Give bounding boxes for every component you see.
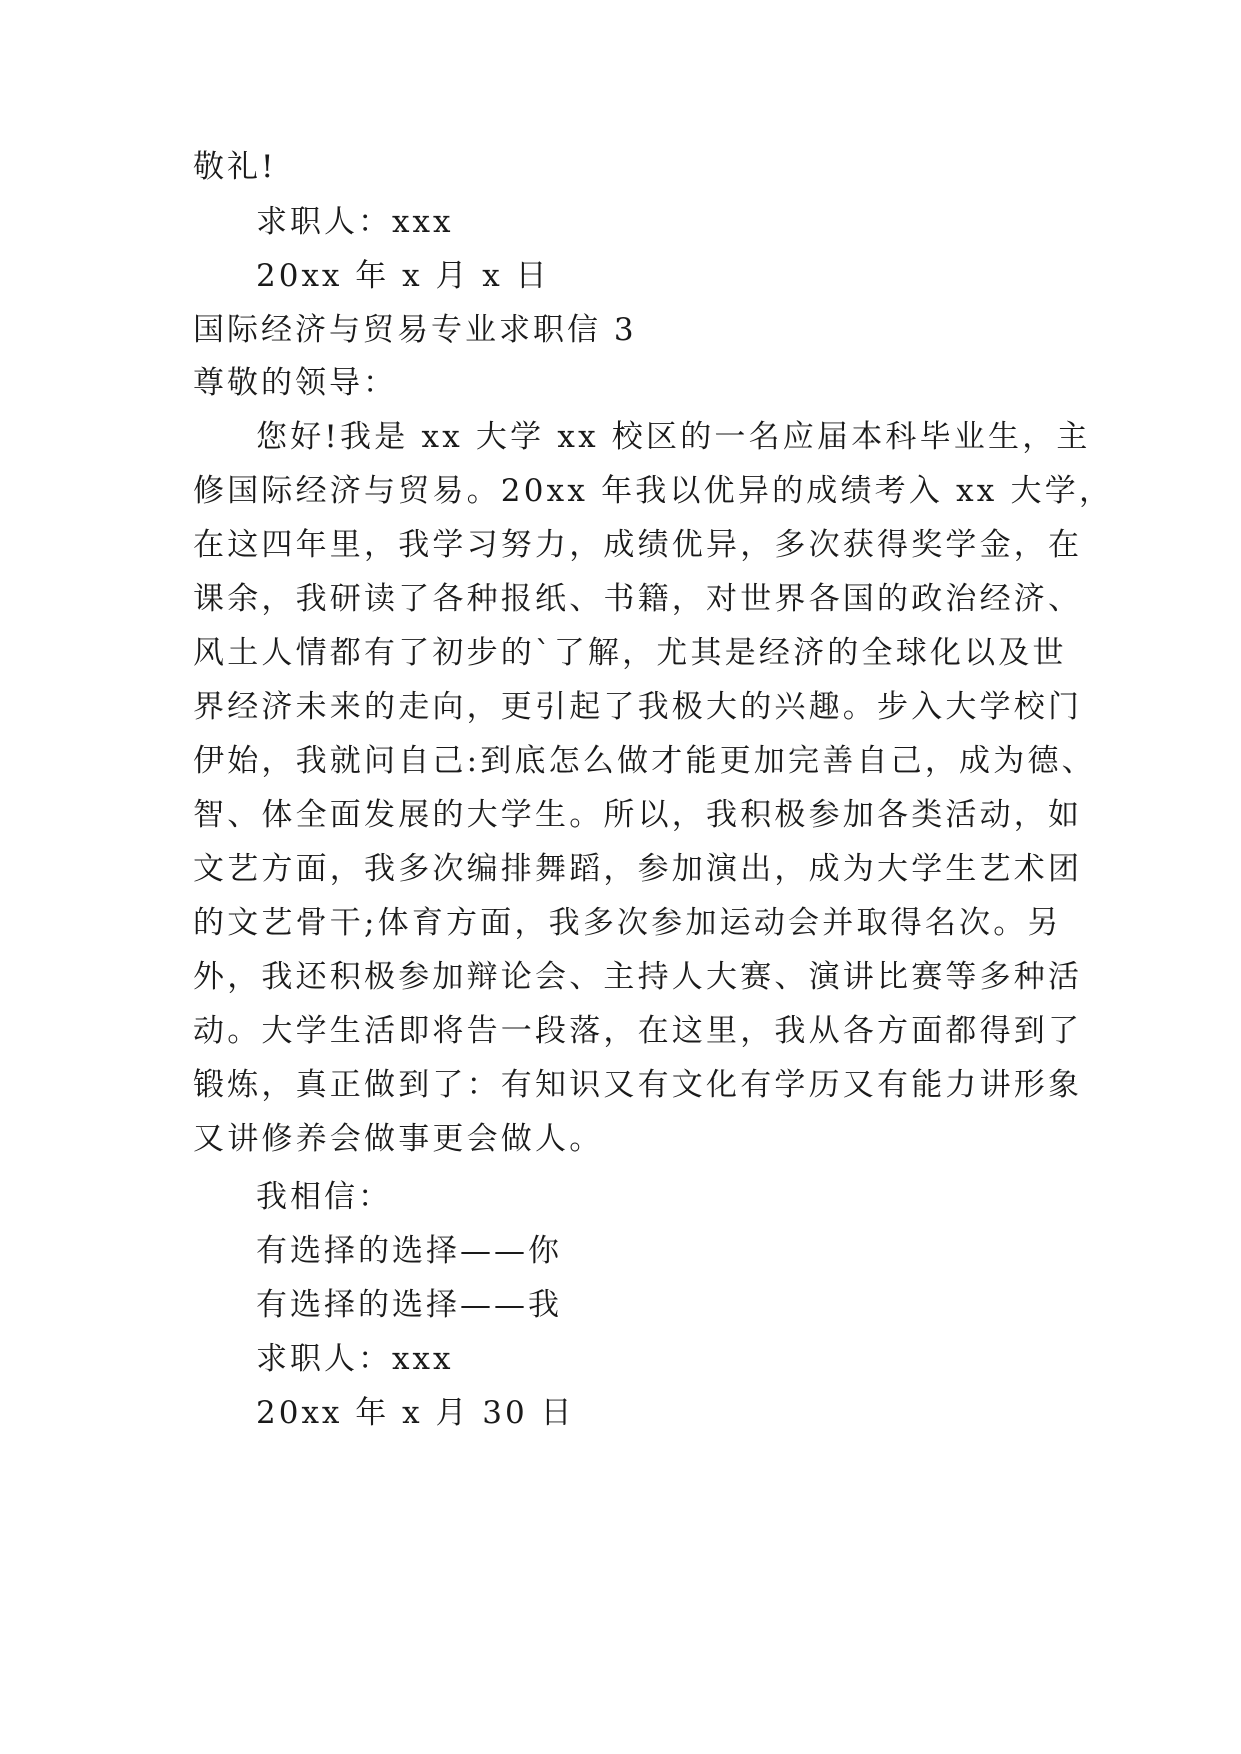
- body-line: 的文艺骨干;体育方面，我多次参加运动会并取得名次。另: [193, 905, 1062, 941]
- body-line: 修国际经济与贸易。20xx 年我以优异的成绩考入 xx 大学，: [193, 473, 1114, 509]
- body-line: 在这四年里，我学习努力，成绩优异，多次获得奖学金，在: [193, 527, 1083, 563]
- body-line: 智、体全面发展的大学生。所以，我积极参加各类活动，如: [193, 797, 1083, 833]
- body-line: 文艺方面，我多次编排舞蹈，参加演出，成为大学生艺术团: [193, 851, 1083, 887]
- body-line: 伊始，我就问自己:到底怎么做才能更加完善自己，成为德、: [193, 743, 1096, 779]
- closing-salute: 敬礼!: [193, 149, 277, 185]
- body-line: 锻炼，真正做到了：有知识又有文化有学历又有能力讲形象: [193, 1067, 1083, 1103]
- body-line: 动。大学生活即将告一段落，在这里，我从各方面都得到了: [193, 1013, 1083, 1049]
- body-line: 您好!我是 xx 大学 xx 校区的一名应届本科毕业生，主: [256, 419, 1091, 455]
- body-line: 风土人情都有了初步的`了解，尤其是经济的全球化以及世: [193, 635, 1067, 671]
- belief-line: 我相信：: [256, 1179, 392, 1215]
- letter-greeting: 尊敬的领导：: [193, 365, 397, 401]
- letter-signer: 求职人：xxx: [256, 1341, 454, 1377]
- letter-date: 20xx 年 x 月 30 日: [256, 1395, 575, 1431]
- body-line: 课余，我研读了各种报纸、书籍，对世界各国的政治经济、: [193, 581, 1083, 617]
- body-line: 外，我还积极参加辩论会、主持人大赛、演讲比赛等多种活: [193, 959, 1083, 995]
- choice-me-line: 有选择的选择——我: [256, 1287, 562, 1323]
- closing-date: 20xx 年 x 月 x 日: [256, 258, 550, 294]
- closing-signer: 求职人：xxx: [256, 204, 454, 240]
- letter-title: 国际经济与贸易专业求职信 3: [193, 312, 637, 348]
- choice-you-line: 有选择的选择——你: [256, 1233, 562, 1269]
- body-line: 又讲修养会做事更会做人。: [193, 1121, 604, 1157]
- body-line: 界经济未来的走向，更引起了我极大的兴趣。步入大学校门: [193, 689, 1083, 725]
